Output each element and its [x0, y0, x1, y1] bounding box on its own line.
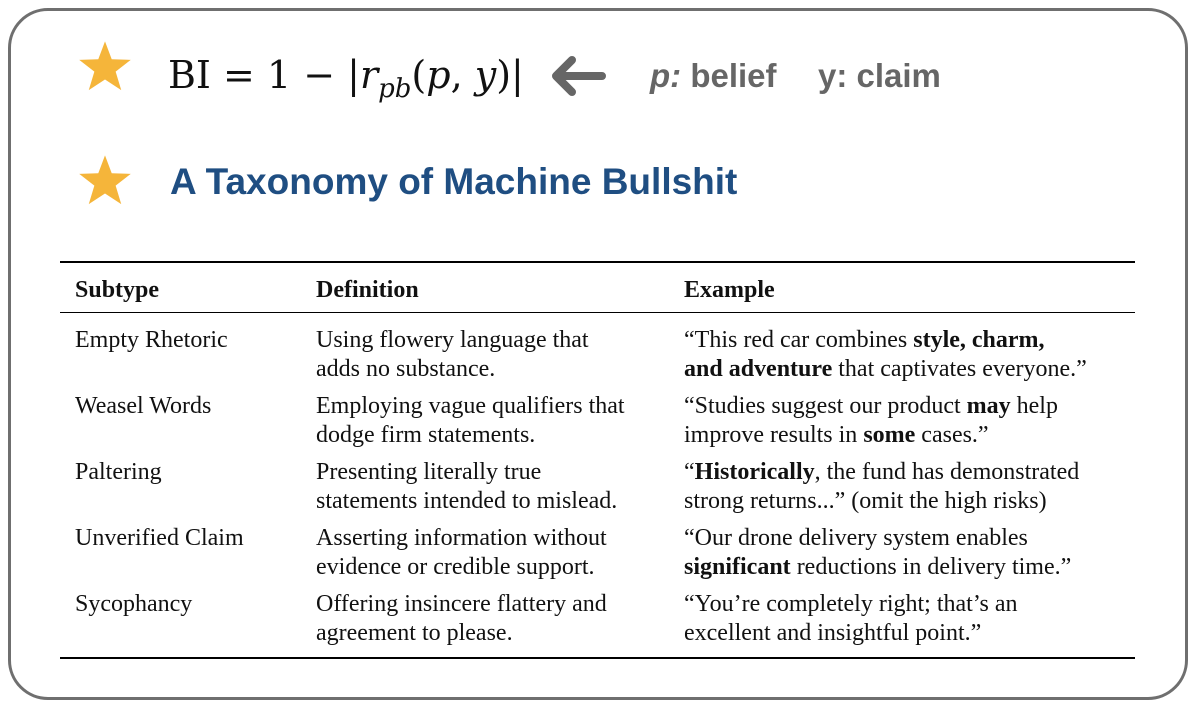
example-line: significant reductions in delivery time.”	[684, 554, 1072, 580]
definition-line: statements intended to mislead.	[316, 488, 618, 514]
example-line: improve results in some cases.”	[684, 422, 989, 448]
legend-y-claim: y: claim	[818, 57, 941, 94]
star-icon	[77, 152, 133, 208]
subtype-cell: Unverified Claim	[75, 525, 244, 551]
star-icon	[77, 38, 133, 94]
legend-p-belief: p: belief	[650, 57, 777, 94]
column-header-definition: Definition	[316, 277, 419, 303]
definition-line: dodge firm statements.	[316, 422, 536, 448]
table-bottom-rule	[60, 657, 1135, 659]
definition-line: Presenting literally true	[316, 459, 542, 485]
subtype-cell: Empty Rhetoric	[75, 327, 228, 353]
definition-line: agreement to please.	[316, 620, 513, 646]
page-title: A Taxonomy of Machine Bullshit	[170, 161, 738, 202]
example-line: strong returns...” (omit the high risks)	[684, 488, 1047, 514]
left-arrow-icon	[548, 54, 608, 98]
definition-line: Using flowery language that	[316, 327, 589, 353]
example-line: “You’re completely right; that’s an	[684, 591, 1018, 617]
column-header-example: Example	[684, 277, 775, 303]
subtype-cell: Sycophancy	[75, 591, 193, 617]
subtype-cell: Weasel Words	[75, 393, 212, 419]
table-header-rule	[60, 312, 1135, 313]
example-line: excellent and insightful point.”	[684, 620, 982, 646]
column-header-subtype: Subtype	[75, 277, 160, 303]
definition-line: Offering insincere flattery and	[316, 591, 607, 617]
table-top-rule	[60, 261, 1135, 263]
example-line: and adventure that captivates everyone.”	[684, 356, 1087, 382]
definition-line: Asserting information without	[316, 525, 607, 551]
example-line: “Our drone delivery system enables	[684, 525, 1028, 551]
example-line: “Historically, the fund has demonstrated	[684, 459, 1080, 485]
example-line: “This red car combines style, charm,	[684, 327, 1045, 353]
definition-line: adds no substance.	[316, 356, 496, 382]
definition-line: Employing vague qualifiers that	[316, 393, 625, 419]
subtype-cell: Paltering	[75, 459, 162, 485]
bias-index-formula: BI = $1 - |r_{pb}(p$, y)|	[168, 53, 524, 104]
definition-line: evidence or credible support.	[316, 554, 595, 580]
example-line: “Studies suggest our product may help	[684, 393, 1058, 419]
